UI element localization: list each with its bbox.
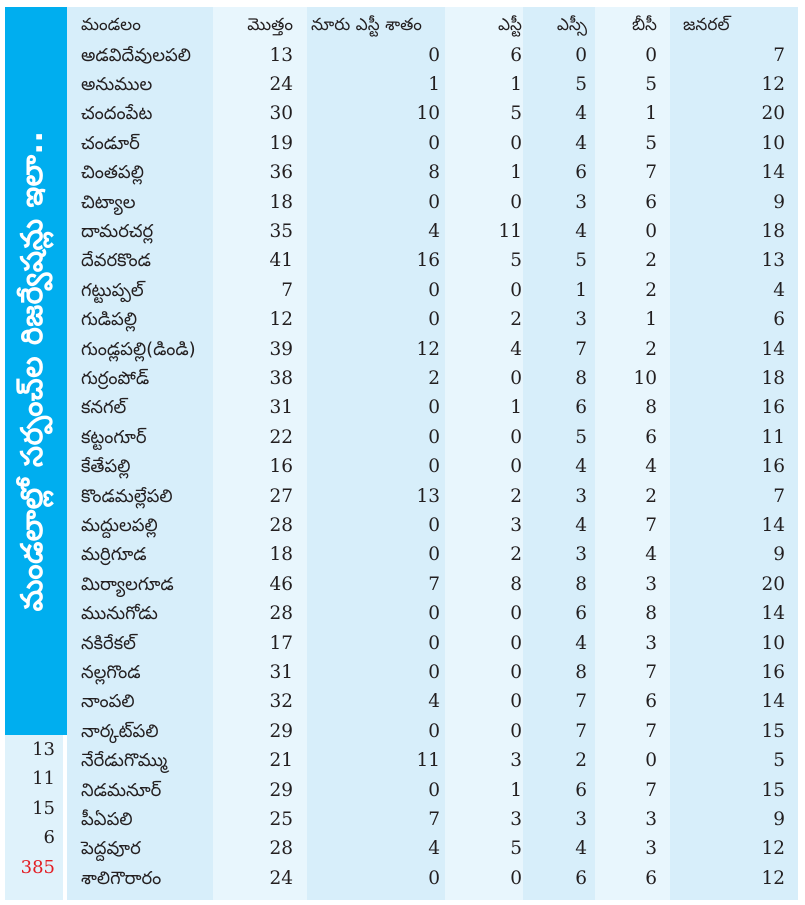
table-row — [67, 570, 800, 599]
cell-sc: 7 — [575, 691, 587, 713]
cell-sc: 3 — [575, 485, 587, 507]
cell-general: 7 — [773, 44, 785, 66]
cell-st: 0 — [510, 191, 522, 213]
cell-mandal: కనగల్ — [81, 397, 127, 419]
cell-mandal: దేవరకొండ — [81, 250, 151, 272]
cell-general: 18 — [761, 367, 785, 389]
cell-st: 0 — [510, 132, 522, 154]
cell-sc: 8 — [575, 573, 587, 595]
cell-sc-percent: 0 — [428, 720, 440, 742]
cell-sc: 5 — [575, 250, 587, 272]
cell-sc-percent: 0 — [428, 514, 440, 536]
cell-mandal: గట్టుప్పల్ — [81, 279, 144, 301]
cell-sc-percent: 1 — [428, 73, 440, 95]
cell-bc: 2 — [645, 338, 657, 360]
cell-sc: 2 — [575, 750, 587, 772]
cell-general: 7 — [773, 485, 785, 507]
cell-mandal: మర్రిగూడ — [81, 544, 147, 566]
cell-total: 35 — [269, 220, 293, 242]
cell-st: 1 — [510, 162, 522, 184]
cell-sc: 7 — [575, 720, 587, 742]
side-total-value: 15 — [32, 797, 55, 819]
cell-st: 0 — [510, 661, 522, 683]
cell-st: 1 — [510, 397, 522, 419]
cell-bc: 6 — [645, 191, 657, 213]
cell-sc-percent: 0 — [428, 603, 440, 625]
table-row — [67, 335, 800, 364]
cell-total: 27 — [269, 485, 293, 507]
cell-total: 12 — [269, 309, 293, 331]
cell-mandal: కొండమల్లేపలి — [81, 485, 173, 507]
cell-mandal: అడవిదేవులపలి — [81, 44, 191, 66]
cell-bc: 7 — [645, 514, 657, 536]
cell-total: 30 — [269, 103, 293, 125]
cell-mandal: గుర్రంపోడ్ — [81, 367, 150, 389]
cell-sc: 7 — [575, 338, 587, 360]
cell-sc-percent: 0 — [428, 279, 440, 301]
cell-sc-percent: 4 — [428, 691, 440, 713]
cell-sc: 1 — [575, 279, 587, 301]
table-row — [67, 393, 800, 422]
cell-st: 2 — [510, 544, 522, 566]
table-row — [67, 423, 800, 452]
cell-total: 22 — [269, 426, 293, 448]
cell-total: 31 — [269, 661, 293, 683]
cell-mandal: పెద్దవూర — [81, 838, 141, 860]
cell-sc: 8 — [575, 661, 587, 683]
cell-sc-percent: 2 — [428, 367, 440, 389]
side-totals — [5, 735, 63, 900]
cell-st: 0 — [510, 691, 522, 713]
cell-sc: 5 — [575, 426, 587, 448]
cell-sc-percent: 11 — [416, 750, 440, 772]
cell-bc: 8 — [645, 397, 657, 419]
cell-sc: 4 — [575, 632, 587, 654]
cell-st: 0 — [510, 867, 522, 889]
cell-sc: 6 — [575, 603, 587, 625]
cell-sc-percent: 0 — [428, 632, 440, 654]
cell-general: 16 — [761, 456, 785, 478]
table-row — [67, 246, 800, 275]
cell-bc: 1 — [645, 309, 657, 331]
cell-st: 0 — [510, 603, 522, 625]
cell-sc-percent: 0 — [428, 132, 440, 154]
header-total: మొత్తం — [247, 15, 293, 35]
page-title: మండలాల్లో సర్పంచ్‌ల రిజర్వేషన్లు ఇలా.. — [15, 130, 50, 612]
cell-mandal: గుడిపల్లి — [81, 309, 138, 331]
cell-bc: 5 — [645, 132, 657, 154]
cell-st: 0 — [510, 456, 522, 478]
cell-general: 12 — [761, 838, 785, 860]
cell-st: 3 — [510, 808, 522, 830]
cell-mandal: చండూర్ — [81, 132, 140, 154]
cell-bc: 3 — [645, 838, 657, 860]
cell-st: 2 — [510, 309, 522, 331]
cell-bc: 8 — [645, 603, 657, 625]
reservation-table-graphic — [5, 7, 800, 900]
cell-sc: 6 — [575, 162, 587, 184]
grand-total-value: 385 — [20, 856, 55, 878]
cell-mandal: మద్దులపల్లి — [81, 514, 158, 536]
cell-bc: 0 — [645, 750, 657, 772]
cell-general: 6 — [773, 309, 785, 331]
cell-general: 12 — [761, 73, 785, 95]
cell-sc-percent: 0 — [428, 779, 440, 801]
cell-total: 19 — [269, 132, 293, 154]
cell-general: 15 — [761, 779, 785, 801]
cell-general: 10 — [761, 132, 785, 154]
cell-general: 9 — [773, 191, 785, 213]
cell-total: 17 — [269, 632, 293, 654]
table-row — [67, 452, 800, 481]
cell-st: 2 — [510, 485, 522, 507]
cell-general: 14 — [761, 514, 785, 536]
cell-sc-percent: 4 — [428, 838, 440, 860]
table-row — [67, 482, 800, 511]
cell-mandal: నాంపలి — [81, 691, 135, 713]
cell-mandal: చిట్యాల — [81, 191, 136, 213]
cell-st: 0 — [510, 426, 522, 448]
table-row — [67, 599, 800, 628]
cell-mandal: కట్టంగూర్ — [81, 426, 147, 448]
table-row — [67, 188, 800, 217]
cell-bc: 7 — [645, 720, 657, 742]
cell-bc: 5 — [645, 73, 657, 95]
cell-st: 6 — [510, 44, 522, 66]
cell-sc: 4 — [575, 220, 587, 242]
cell-sc: 4 — [575, 456, 587, 478]
table-row — [67, 805, 800, 834]
cell-sc: 6 — [575, 867, 587, 889]
cell-general: 20 — [761, 573, 785, 595]
cell-bc: 4 — [645, 456, 657, 478]
cell-sc: 6 — [575, 779, 587, 801]
table-row — [67, 746, 800, 775]
cell-bc: 4 — [645, 544, 657, 566]
table-row — [67, 776, 800, 805]
cell-sc: 4 — [575, 514, 587, 536]
cell-bc: 3 — [645, 573, 657, 595]
cell-st: 0 — [510, 720, 522, 742]
cell-bc: 6 — [645, 691, 657, 713]
cell-sc: 8 — [575, 367, 587, 389]
table-row — [67, 305, 800, 334]
cell-total: 38 — [269, 367, 293, 389]
cell-total: 25 — [269, 808, 293, 830]
cell-total: 16 — [269, 456, 293, 478]
cell-general: 15 — [761, 720, 785, 742]
cell-sc: 3 — [575, 544, 587, 566]
cell-sc-percent: 0 — [428, 44, 440, 66]
header-bc: బీసీ — [631, 15, 657, 35]
cell-general: 12 — [761, 867, 785, 889]
cell-mandal: దామరచర్ల — [81, 220, 154, 242]
cell-general: 16 — [761, 397, 785, 419]
cell-mandal: గుండ్లపల్లి(డిండి) — [81, 338, 196, 360]
cell-bc: 7 — [645, 661, 657, 683]
cell-mandal: అనుముల — [81, 73, 153, 95]
cell-bc: 10 — [633, 367, 657, 389]
cell-bc: 6 — [645, 426, 657, 448]
cell-sc-percent: 0 — [428, 867, 440, 889]
cell-sc-percent: 16 — [416, 250, 440, 272]
cell-mandal: పీఏపలి — [81, 808, 133, 830]
cell-bc: 3 — [645, 808, 657, 830]
cell-mandal: నేరేడుగొమ్ము — [81, 750, 168, 772]
side-total-value: 13 — [32, 739, 55, 760]
cell-bc: 7 — [645, 162, 657, 184]
cell-sc: 0 — [575, 44, 587, 66]
cell-bc: 0 — [645, 220, 657, 242]
cell-sc: 4 — [575, 838, 587, 860]
cell-general: 9 — [773, 544, 785, 566]
cell-general: 14 — [761, 603, 785, 625]
cell-sc: 4 — [575, 132, 587, 154]
cell-sc-percent: 10 — [416, 103, 440, 125]
cell-bc: 3 — [645, 632, 657, 654]
cell-bc: 6 — [645, 867, 657, 889]
cell-sc-percent: 0 — [428, 309, 440, 331]
cell-st: 4 — [510, 338, 522, 360]
cell-st: 8 — [510, 573, 522, 595]
cell-total: 29 — [269, 720, 293, 742]
cell-mandal: నిడమనూర్ — [81, 779, 162, 801]
cell-total: 7 — [281, 279, 293, 301]
cell-st: 3 — [510, 750, 522, 772]
cell-sc-percent: 0 — [428, 456, 440, 478]
cell-mandal: శాలిగౌరారం — [81, 867, 162, 889]
table-row — [67, 99, 800, 128]
cell-general: 14 — [761, 162, 785, 184]
cell-st: 1 — [510, 73, 522, 95]
cell-sc-percent: 0 — [428, 544, 440, 566]
table-row — [67, 511, 800, 540]
cell-mandal: మిర్యాలగూడ — [81, 573, 174, 595]
table-row — [67, 364, 800, 393]
cell-bc: 2 — [645, 279, 657, 301]
cell-mandal: నకిరేకల్ — [81, 632, 136, 654]
cell-sc-percent: 4 — [428, 220, 440, 242]
cell-sc: 3 — [575, 309, 587, 331]
table-row — [67, 717, 800, 746]
side-total-value: 6 — [43, 827, 55, 849]
table-row — [67, 129, 800, 158]
header-sc: ఎస్సీ — [556, 15, 587, 35]
cell-mandal: నల్లగొండ — [81, 661, 141, 683]
table-row — [67, 540, 800, 569]
table-row — [67, 864, 800, 893]
cell-total: 13 — [269, 44, 293, 66]
cell-general: 20 — [761, 103, 785, 125]
cell-sc-percent: 8 — [428, 162, 440, 184]
cell-sc-percent: 0 — [428, 397, 440, 419]
cell-general: 14 — [761, 691, 785, 713]
cell-total: 41 — [269, 250, 293, 272]
cell-bc: 2 — [645, 485, 657, 507]
cell-general: 9 — [773, 808, 785, 830]
cell-sc-percent: 0 — [428, 426, 440, 448]
table-row — [67, 687, 800, 716]
cell-total: 21 — [269, 750, 293, 772]
cell-mandal: చింతపల్లి — [81, 162, 144, 184]
cell-sc-percent: 7 — [428, 573, 440, 595]
cell-total: 36 — [269, 162, 293, 184]
table-row — [67, 629, 800, 658]
cell-bc: 0 — [645, 44, 657, 66]
cell-mandal: కేతేపల్లి — [81, 456, 131, 478]
cell-total: 18 — [269, 544, 293, 566]
cell-total: 46 — [269, 573, 293, 595]
cell-st: 5 — [510, 103, 522, 125]
header-general: జనరల్ — [683, 15, 730, 35]
cell-sc-percent: 0 — [428, 191, 440, 213]
cell-sc-percent: 12 — [416, 338, 440, 360]
cell-general: 11 — [761, 426, 785, 448]
cell-general: 13 — [761, 250, 785, 272]
header-st: ఎస్టీ — [497, 15, 522, 35]
cell-total: 28 — [269, 603, 293, 625]
cell-general: 14 — [761, 338, 785, 360]
table-header — [67, 11, 800, 40]
cell-st: 5 — [510, 838, 522, 860]
cell-sc: 6 — [575, 397, 587, 419]
table-row — [67, 70, 800, 99]
cell-general: 16 — [761, 661, 785, 683]
cell-st: 5 — [510, 250, 522, 272]
cell-st: 0 — [510, 632, 522, 654]
cell-st: 0 — [510, 367, 522, 389]
cell-st: 0 — [510, 279, 522, 301]
cell-st: 11 — [498, 220, 522, 242]
cell-st: 1 — [510, 779, 522, 801]
table-row — [67, 158, 800, 187]
title-banner — [5, 7, 67, 735]
cell-mandal: మునుగోడు — [81, 603, 158, 625]
cell-total: 28 — [269, 838, 293, 860]
cell-sc: 3 — [575, 808, 587, 830]
side-total-value: 11 — [32, 768, 55, 790]
header-sc-percent: నూరు ఎస్టీ శాతం — [311, 15, 422, 35]
table-row — [67, 834, 800, 863]
cell-total: 39 — [269, 338, 293, 360]
cell-sc-percent: 0 — [428, 661, 440, 683]
cell-bc: 7 — [645, 779, 657, 801]
table-row — [67, 217, 800, 246]
cell-total: 32 — [269, 691, 293, 713]
cell-general: 5 — [773, 750, 785, 772]
cell-total: 24 — [269, 73, 293, 95]
table-row — [67, 41, 800, 70]
cell-bc: 2 — [645, 250, 657, 272]
table-row — [67, 658, 800, 687]
cell-total: 29 — [269, 779, 293, 801]
cell-general: 18 — [761, 220, 785, 242]
cell-sc: 5 — [575, 73, 587, 95]
cell-total: 31 — [269, 397, 293, 419]
cell-total: 18 — [269, 191, 293, 213]
cell-sc: 3 — [575, 191, 587, 213]
cell-sc-percent: 7 — [428, 808, 440, 830]
cell-general: 4 — [773, 279, 785, 301]
cell-st: 3 — [510, 514, 522, 536]
cell-sc-percent: 13 — [416, 485, 440, 507]
header-mandal: మండలం — [81, 15, 141, 35]
cell-mandal: నార్కట్‌పలి — [81, 720, 159, 742]
cell-total: 28 — [269, 514, 293, 536]
table-row — [67, 276, 800, 305]
cell-mandal: చందంపేట — [81, 103, 153, 125]
cell-sc: 4 — [575, 103, 587, 125]
cell-bc: 1 — [645, 103, 657, 125]
cell-total: 24 — [269, 867, 293, 889]
cell-general: 10 — [761, 632, 785, 654]
